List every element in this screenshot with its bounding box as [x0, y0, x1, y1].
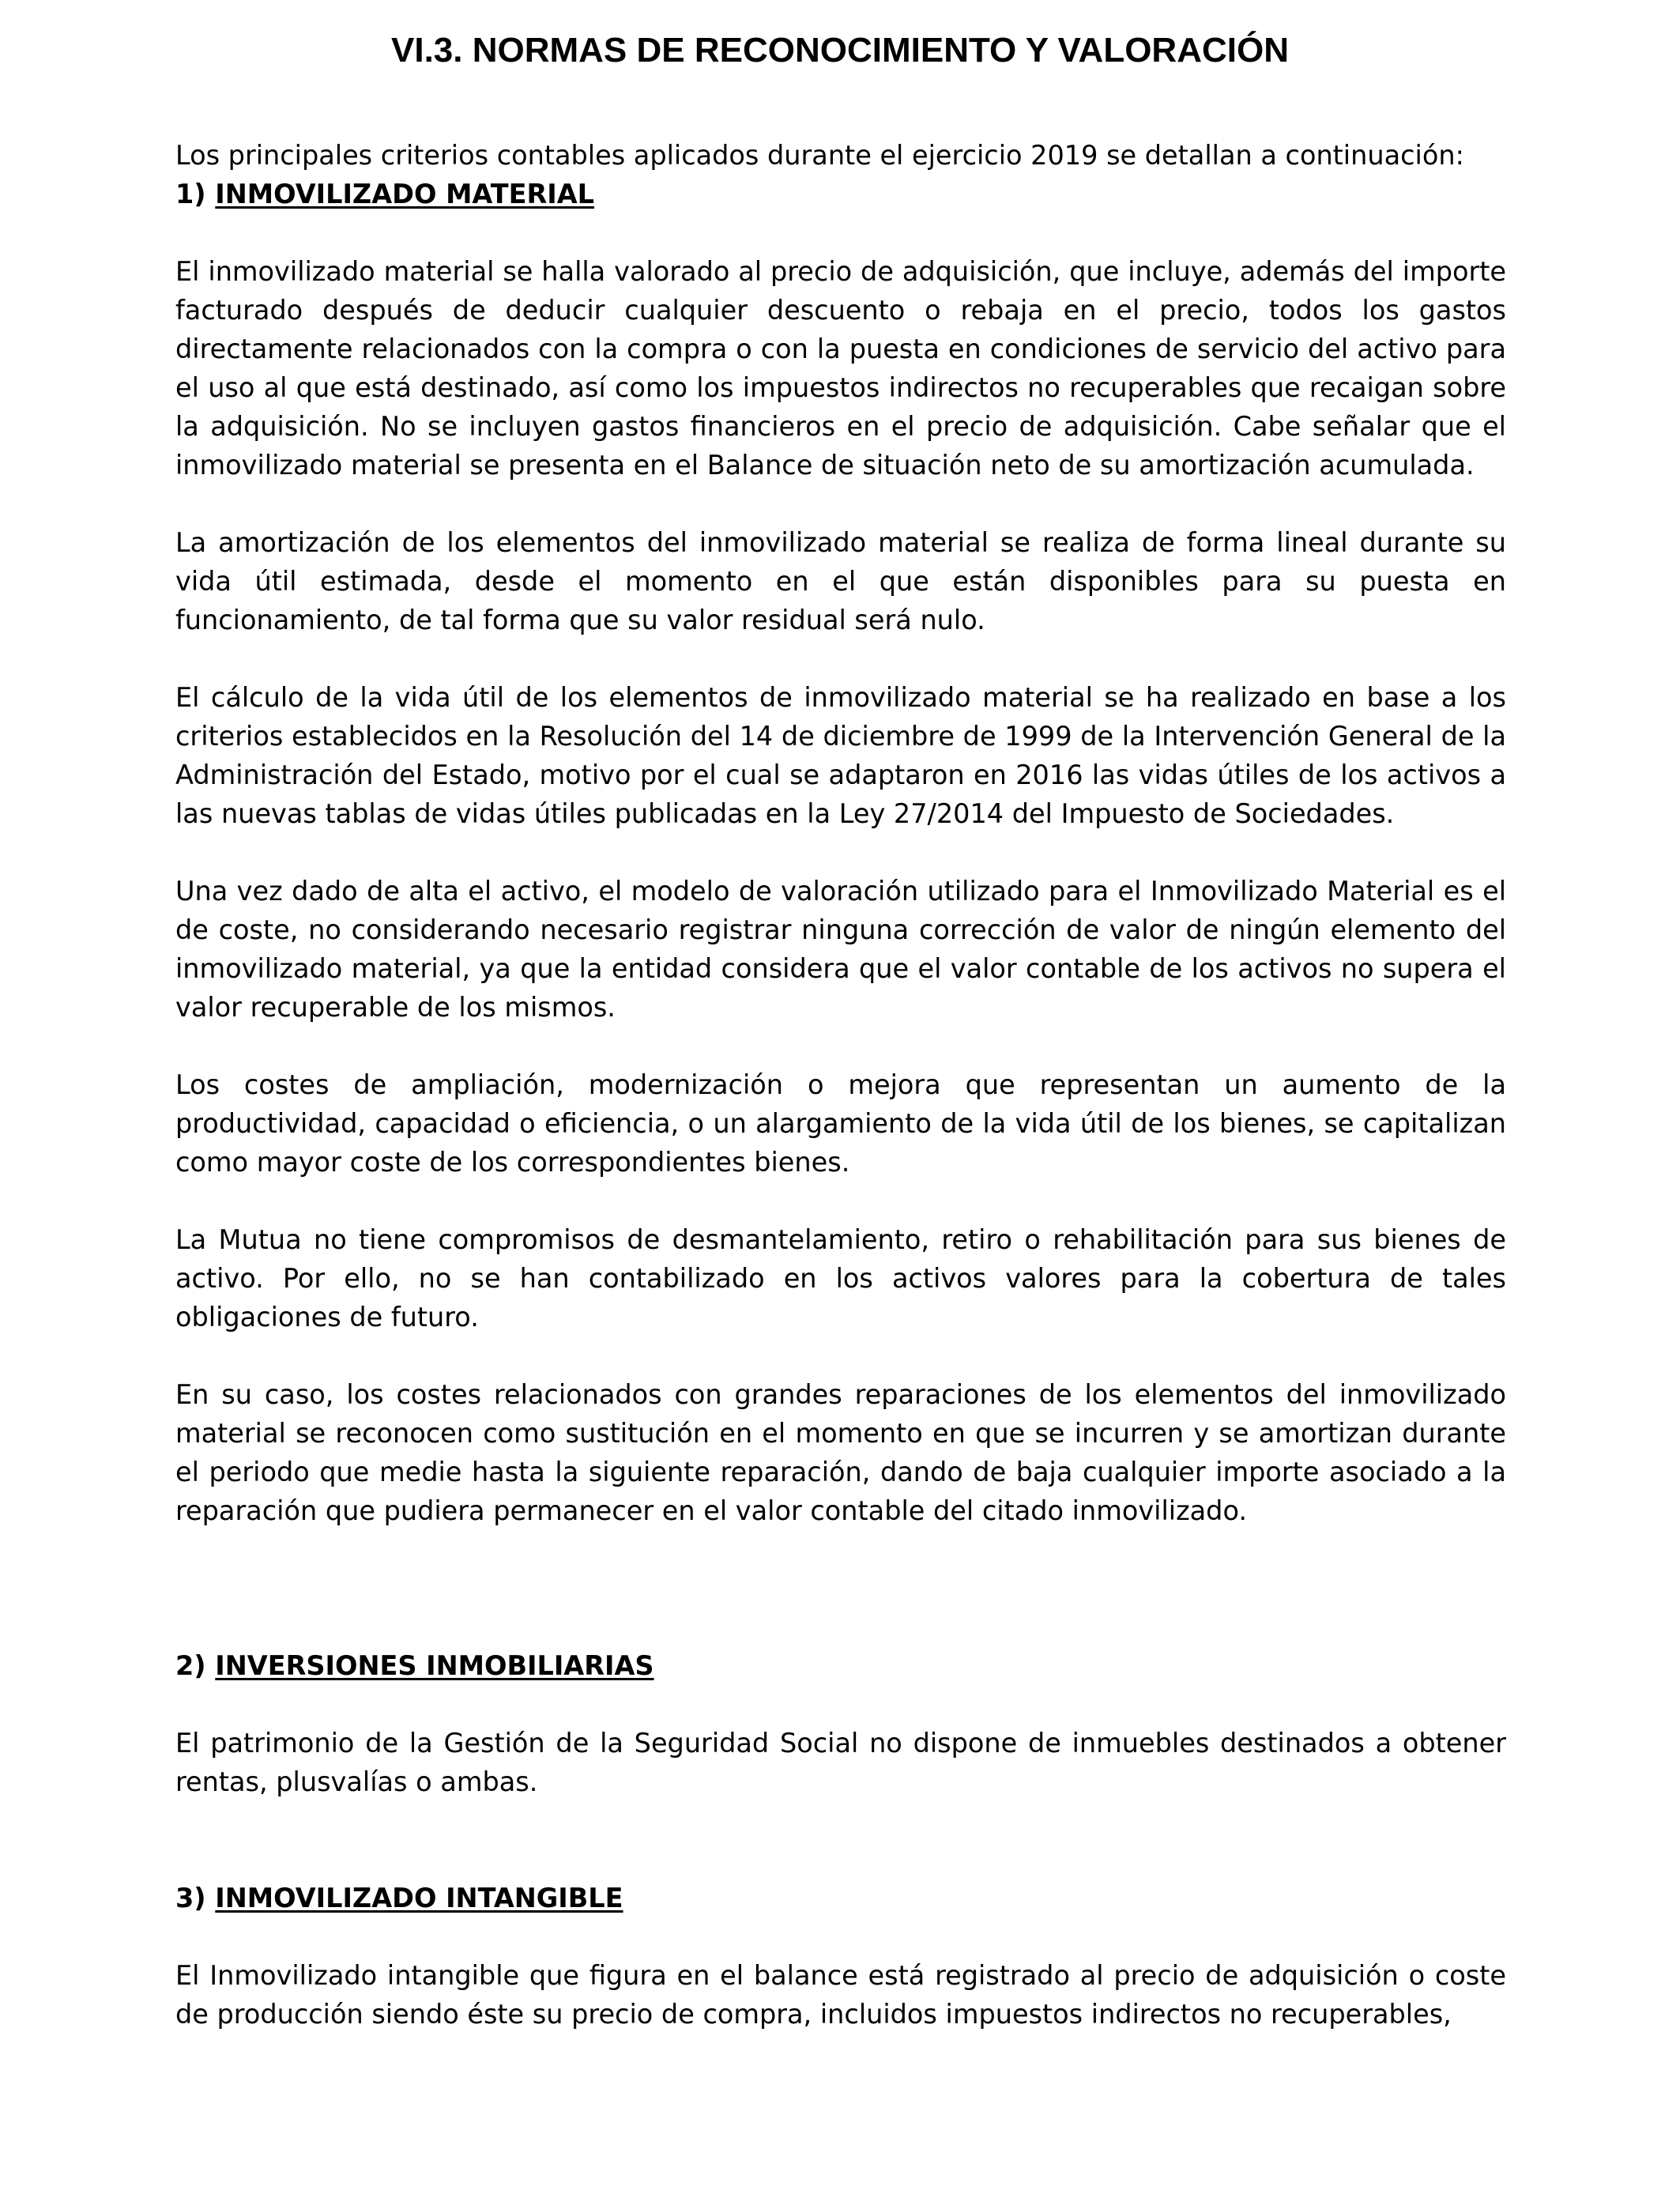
- paragraph: El patrimonio de la Gestión de la Seguridad Social no dispone de inmuebles destinados a obtener rentas, plusvalías o ambas.: [175, 1728, 1506, 1797]
- section-heading-inversiones-inmobiliarias: [175, 1646, 1506, 1685]
- section-heading-inmovilizado-material: [175, 175, 1506, 213]
- page-title: VI.3. NORMAS DE RECONOCIMIENTO Y VALORACIÓN: [391, 31, 1289, 70]
- paragraph: El inmovilizado material se halla valorado al precio de adquisición, que incluye, además del importe facturado después de deducir cualquier descuento o rebaja en el precio, todos los gastos directamente relacionados con la compra o con la puesta en condiciones de servicio del activo para el uso al que está destinado, así como los impuestos indirectos no recuperables que recaigan sobre la adquisición. No se incluyen gastos financieros en el precio de adquisición. Cabe señalar que el inmovilizado material se presenta en el Balance de situación neto de su amortización acumulada.: [175, 256, 1506, 481]
- section-heading-inmovilizado-intangible: [175, 1879, 1506, 1917]
- section-number: 1): [175, 179, 206, 209]
- paragraph: La amortización de los elementos del inmovilizado material se realiza de forma lineal durante su vida útil estimada, desde el momento en el que están disponibles para su puesta en funcionamiento, de tal forma que su valor residual será nulo.: [175, 527, 1506, 635]
- section-number: 2): [175, 1650, 206, 1681]
- section-title: INVERSIONES INMOBILIARIAS: [215, 1650, 654, 1681]
- paragraph: La Mutua no tiene compromisos de desmantelamiento, retiro o rehabilitación para sus bienes de activo. Por ello, no se han contabilizado en los activos valores para la cobertura de tales obligaciones de futuro.: [175, 1224, 1506, 1333]
- section-number: 3): [175, 1883, 206, 1913]
- paragraph: Una vez dado de alta el activo, el modelo de valoración utilizado para el Inmovilizado Material es el de coste, no considerando necesario registrar ninguna corrección de valor de ningún elemento del inmovilizado material, ya que la entidad considera que el valor contable de los activos no supera el valor recuperable de los mismos.: [175, 876, 1506, 1023]
- paragraph: El cálculo de la vida útil de los elementos de inmovilizado material se ha realizado en base a los criterios establecidos en la Resolución del 14 de diciembre de 1999 de la Intervención General de la Administración del Estado, motivo por el cual se adaptaron en 2016 las vidas útiles de los activos a las nuevas tablas de vidas útiles publicadas en la Ley 27/2014 del Impuesto de Sociedades.: [175, 682, 1506, 829]
- document-body: [175, 136, 1506, 2034]
- paragraph: El Inmovilizado intangible que figura en el balance está registrado al precio de adquisición o coste de producción siendo éste su precio de compra, incluidos impuestos indirectos no recuperables,: [175, 1960, 1506, 2030]
- paragraph: En su caso, los costes relacionados con grandes reparaciones de los elementos del inmovilizado material se reconocen como sustitución en el momento en que se incurren y se amortizan durante el periodo que medie hasta la siguiente reparación, dando de baja cualquier importe asociado a la reparación que pudiera permanecer en el valor contable del citado inmovilizado.: [175, 1379, 1506, 1526]
- section-title: INMOVILIZADO MATERIAL: [215, 179, 595, 209]
- section-title: INMOVILIZADO INTANGIBLE: [215, 1883, 623, 1913]
- paragraph: Los costes de ampliación, modernización o mejora que representan un aumento de la productividad, capacidad o eficiencia, o un alargamiento de la vida útil de los bienes, se capitalizan como mayor coste de los correspondientes bienes.: [175, 1069, 1506, 1178]
- intro-paragraph: Los principales criterios contables aplicados durante el ejercicio 2019 se detallan a continuación:: [175, 140, 1464, 171]
